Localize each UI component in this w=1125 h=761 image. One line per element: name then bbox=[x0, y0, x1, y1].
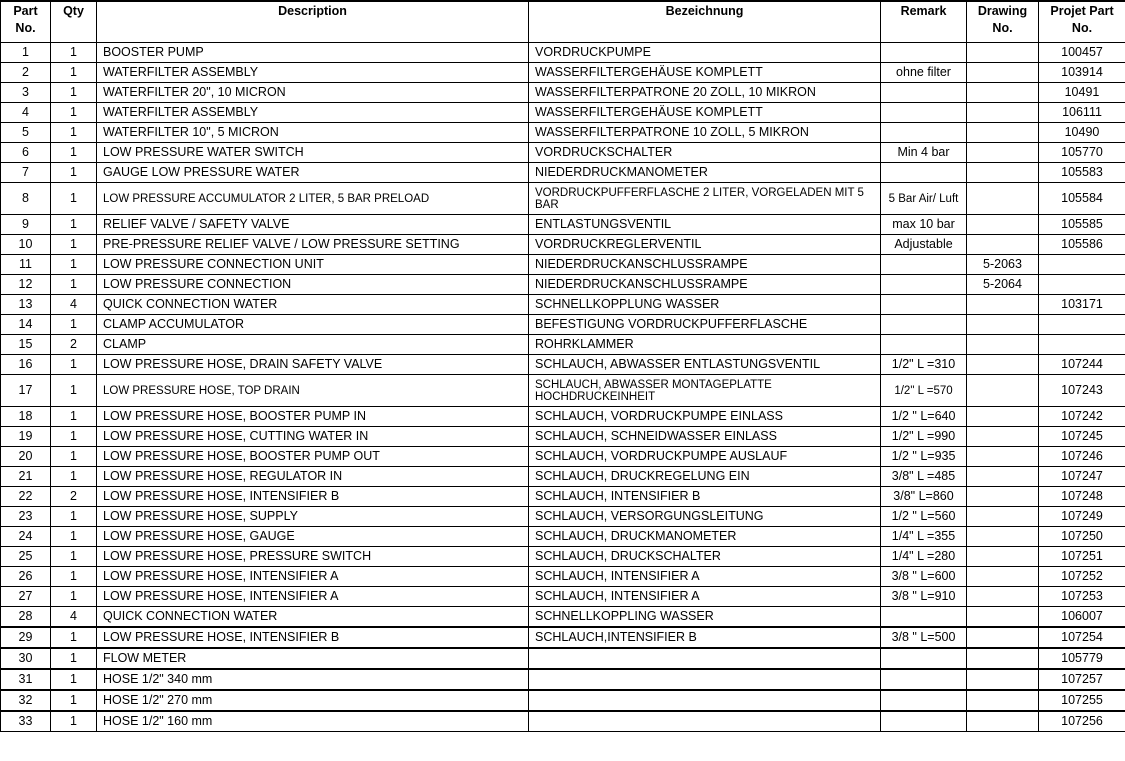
cell-drawing-no bbox=[967, 183, 1039, 215]
cell-remark bbox=[881, 83, 967, 103]
cell-description: LOW PRESSURE HOSE, DRAIN SAFETY VALVE bbox=[97, 355, 529, 375]
cell-remark bbox=[881, 163, 967, 183]
table-row bbox=[1, 467, 1125, 487]
cell-remark bbox=[881, 607, 967, 628]
cell-qty: 1 bbox=[51, 215, 97, 235]
cell-bezeichnung: BEFESTIGUNG VORDRUCKPUFFERFLASCHE bbox=[529, 315, 881, 335]
cell-remark bbox=[881, 295, 967, 315]
cell-part-no: 27 bbox=[1, 587, 51, 607]
cell-qty: 1 bbox=[51, 275, 97, 295]
cell-qty: 1 bbox=[51, 507, 97, 527]
table-row bbox=[1, 63, 1125, 83]
cell-remark: 1/4" L =280 bbox=[881, 547, 967, 567]
cell-description: PRE-PRESSURE RELIEF VALVE / LOW PRESSURE SETTING bbox=[97, 235, 529, 255]
cell-projet-part-no: 106111 bbox=[1039, 103, 1125, 123]
cell-projet-part-no bbox=[1039, 315, 1125, 335]
table-row bbox=[1, 607, 1125, 628]
cell-qty: 1 bbox=[51, 467, 97, 487]
cell-remark bbox=[881, 711, 967, 732]
cell-description: RELIEF VALVE / SAFETY VALVE bbox=[97, 215, 529, 235]
cell-qty: 2 bbox=[51, 487, 97, 507]
cell-drawing-no: 5-2064 bbox=[967, 275, 1039, 295]
table-row bbox=[1, 507, 1125, 527]
table-row bbox=[1, 527, 1125, 547]
cell-bezeichnung: ENTLASTUNGSVENTIL bbox=[529, 215, 881, 235]
cell-projet-part-no: 105584 bbox=[1039, 183, 1125, 215]
cell-projet-part-no: 107244 bbox=[1039, 355, 1125, 375]
cell-projet-part-no: 103914 bbox=[1039, 63, 1125, 83]
cell-bezeichnung: VORDRUCKREGLERVENTIL bbox=[529, 235, 881, 255]
cell-projet-part-no: 10490 bbox=[1039, 123, 1125, 143]
cell-remark: Adjustable bbox=[881, 235, 967, 255]
cell-part-no: 14 bbox=[1, 315, 51, 335]
cell-remark: 1/2 " L=560 bbox=[881, 507, 967, 527]
cell-bezeichnung: ROHRKLAMMER bbox=[529, 335, 881, 355]
cell-qty: 1 bbox=[51, 235, 97, 255]
cell-projet-part-no: 107249 bbox=[1039, 507, 1125, 527]
table-row bbox=[1, 690, 1125, 711]
table-row bbox=[1, 295, 1125, 315]
cell-remark: 1/2 " L=935 bbox=[881, 447, 967, 467]
cell-part-no: 25 bbox=[1, 547, 51, 567]
cell-part-no: 3 bbox=[1, 83, 51, 103]
cell-description: LOW PRESSURE HOSE, REGULATOR IN bbox=[97, 467, 529, 487]
cell-qty: 1 bbox=[51, 587, 97, 607]
cell-description: LOW PRESSURE HOSE, PRESSURE SWITCH bbox=[97, 547, 529, 567]
cell-remark: 3/8 " L=910 bbox=[881, 587, 967, 607]
cell-drawing-no bbox=[967, 547, 1039, 567]
table-row bbox=[1, 487, 1125, 507]
cell-part-no: 9 bbox=[1, 215, 51, 235]
cell-drawing-no bbox=[967, 648, 1039, 669]
cell-projet-part-no: 105770 bbox=[1039, 143, 1125, 163]
cell-projet-part-no: 107255 bbox=[1039, 690, 1125, 711]
table-row bbox=[1, 183, 1125, 215]
cell-remark bbox=[881, 123, 967, 143]
cell-remark: 1/2" L =310 bbox=[881, 355, 967, 375]
cell-part-no: 17 bbox=[1, 375, 51, 407]
cell-part-no: 31 bbox=[1, 669, 51, 690]
cell-part-no: 11 bbox=[1, 255, 51, 275]
cell-remark: 1/2" L =570 bbox=[881, 375, 967, 407]
cell-qty: 1 bbox=[51, 255, 97, 275]
cell-description: LOW PRESSURE HOSE, BOOSTER PUMP IN bbox=[97, 407, 529, 427]
cell-part-no: 12 bbox=[1, 275, 51, 295]
cell-part-no: 21 bbox=[1, 467, 51, 487]
cell-description: HOSE 1/2" 160 mm bbox=[97, 711, 529, 732]
cell-bezeichnung: NIEDERDRUCKANSCHLUSSRAMPE bbox=[529, 255, 881, 275]
cell-drawing-no bbox=[967, 711, 1039, 732]
cell-qty: 1 bbox=[51, 43, 97, 63]
cell-drawing-no bbox=[967, 669, 1039, 690]
cell-remark bbox=[881, 255, 967, 275]
table-row bbox=[1, 711, 1125, 732]
cell-part-no: 28 bbox=[1, 607, 51, 628]
cell-description: LOW PRESSURE HOSE, INTENSIFIER B bbox=[97, 487, 529, 507]
cell-bezeichnung: NIEDERDRUCKMANOMETER bbox=[529, 163, 881, 183]
cell-projet-part-no: 107257 bbox=[1039, 669, 1125, 690]
cell-bezeichnung: WASSERFILTERGEHÄUSE KOMPLETT bbox=[529, 103, 881, 123]
cell-projet-part-no: 107245 bbox=[1039, 427, 1125, 447]
cell-projet-part-no: 107252 bbox=[1039, 567, 1125, 587]
cell-bezeichnung: SCHLAUCH, VERSORGUNGSLEITUNG bbox=[529, 507, 881, 527]
cell-bezeichnung: WASSERFILTERPATRONE 20 ZOLL, 10 MIKRON bbox=[529, 83, 881, 103]
header-drawing-no: Drawing No. bbox=[967, 1, 1039, 43]
cell-remark bbox=[881, 335, 967, 355]
cell-qty: 1 bbox=[51, 648, 97, 669]
cell-bezeichnung: SCHLAUCH, INTENSIFIER B bbox=[529, 487, 881, 507]
cell-drawing-no bbox=[967, 527, 1039, 547]
table-row bbox=[1, 103, 1125, 123]
cell-qty: 1 bbox=[51, 123, 97, 143]
cell-drawing-no bbox=[967, 335, 1039, 355]
cell-projet-part-no: 106007 bbox=[1039, 607, 1125, 628]
cell-remark: 3/8" L =485 bbox=[881, 467, 967, 487]
cell-description: GAUGE LOW PRESSURE WATER bbox=[97, 163, 529, 183]
cell-projet-part-no: 100457 bbox=[1039, 43, 1125, 63]
cell-drawing-no bbox=[967, 507, 1039, 527]
cell-description: LOW PRESSURE WATER SWITCH bbox=[97, 143, 529, 163]
table-row bbox=[1, 315, 1125, 335]
cell-drawing-no bbox=[967, 607, 1039, 628]
cell-description: LOW PRESSURE HOSE, CUTTING WATER IN bbox=[97, 427, 529, 447]
cell-description: LOW PRESSURE HOSE, GAUGE bbox=[97, 527, 529, 547]
table-row bbox=[1, 587, 1125, 607]
cell-qty: 1 bbox=[51, 669, 97, 690]
cell-drawing-no bbox=[967, 467, 1039, 487]
cell-bezeichnung: WASSERFILTERPATRONE 10 ZOLL, 5 MIKRON bbox=[529, 123, 881, 143]
cell-projet-part-no: 107248 bbox=[1039, 487, 1125, 507]
table-row bbox=[1, 163, 1125, 183]
cell-drawing-no bbox=[967, 567, 1039, 587]
cell-description: FLOW METER bbox=[97, 648, 529, 669]
cell-description: LOW PRESSURE ACCUMULATOR 2 LITER, 5 BAR PRELOAD bbox=[97, 183, 529, 215]
cell-remark: max 10 bar bbox=[881, 215, 967, 235]
table-row bbox=[1, 375, 1125, 407]
cell-qty: 1 bbox=[51, 407, 97, 427]
table-row bbox=[1, 355, 1125, 375]
cell-drawing-no bbox=[967, 447, 1039, 467]
cell-qty: 1 bbox=[51, 547, 97, 567]
cell-bezeichnung: NIEDERDRUCKANSCHLUSSRAMPE bbox=[529, 275, 881, 295]
cell-projet-part-no bbox=[1039, 275, 1125, 295]
cell-projet-part-no: 107254 bbox=[1039, 627, 1125, 648]
cell-description: LOW PRESSURE HOSE, INTENSIFIER A bbox=[97, 587, 529, 607]
cell-drawing-no bbox=[967, 295, 1039, 315]
table-row bbox=[1, 143, 1125, 163]
cell-part-no: 10 bbox=[1, 235, 51, 255]
cell-qty: 1 bbox=[51, 567, 97, 587]
cell-bezeichnung: WASSERFILTERGEHÄUSE KOMPLETT bbox=[529, 63, 881, 83]
parts-table-body bbox=[1, 43, 1125, 732]
header-description: Description bbox=[97, 1, 529, 43]
cell-bezeichnung: SCHLAUCH, INTENSIFIER A bbox=[529, 567, 881, 587]
table-row bbox=[1, 255, 1125, 275]
cell-drawing-no bbox=[967, 690, 1039, 711]
cell-description: LOW PRESSURE HOSE, INTENSIFIER B bbox=[97, 627, 529, 648]
cell-projet-part-no: 107253 bbox=[1039, 587, 1125, 607]
cell-qty: 1 bbox=[51, 690, 97, 711]
cell-description: CLAMP bbox=[97, 335, 529, 355]
cell-description: WATERFILTER 10", 5 MICRON bbox=[97, 123, 529, 143]
cell-qty: 1 bbox=[51, 375, 97, 407]
cell-bezeichnung: SCHLAUCH, ABWASSER MONTAGEPLATTE HOCHDRUCKEINHEIT bbox=[529, 375, 881, 407]
cell-qty: 1 bbox=[51, 183, 97, 215]
table-row bbox=[1, 447, 1125, 467]
cell-bezeichnung bbox=[529, 690, 881, 711]
cell-part-no: 23 bbox=[1, 507, 51, 527]
cell-remark bbox=[881, 648, 967, 669]
table-row bbox=[1, 215, 1125, 235]
cell-drawing-no: 5-2063 bbox=[967, 255, 1039, 275]
cell-part-no: 16 bbox=[1, 355, 51, 375]
cell-description: LOW PRESSURE CONNECTION UNIT bbox=[97, 255, 529, 275]
cell-drawing-no bbox=[967, 123, 1039, 143]
cell-description: WATERFILTER ASSEMBLY bbox=[97, 103, 529, 123]
cell-qty: 1 bbox=[51, 427, 97, 447]
cell-drawing-no bbox=[967, 427, 1039, 447]
cell-remark bbox=[881, 669, 967, 690]
cell-bezeichnung bbox=[529, 648, 881, 669]
cell-description: HOSE 1/2" 340 mm bbox=[97, 669, 529, 690]
cell-projet-part-no: 107256 bbox=[1039, 711, 1125, 732]
cell-drawing-no bbox=[967, 375, 1039, 407]
cell-remark: 3/8 " L=500 bbox=[881, 627, 967, 648]
cell-bezeichnung: SCHLAUCH, VORDRUCKPUMPE EINLASS bbox=[529, 407, 881, 427]
cell-bezeichnung: SCHLAUCH, SCHNEIDWASSER EINLASS bbox=[529, 427, 881, 447]
cell-drawing-no bbox=[967, 215, 1039, 235]
cell-part-no: 32 bbox=[1, 690, 51, 711]
cell-projet-part-no: 105586 bbox=[1039, 235, 1125, 255]
cell-bezeichnung: SCHLAUCH,INTENSIFIER B bbox=[529, 627, 881, 648]
header-qty: Qty bbox=[51, 1, 97, 43]
cell-bezeichnung: VORDRUCKPUMPE bbox=[529, 43, 881, 63]
cell-projet-part-no: 107242 bbox=[1039, 407, 1125, 427]
table-row bbox=[1, 407, 1125, 427]
cell-part-no: 6 bbox=[1, 143, 51, 163]
cell-description: WATERFILTER 20", 10 MICRON bbox=[97, 83, 529, 103]
table-row bbox=[1, 627, 1125, 648]
cell-description: LOW PRESSURE HOSE, INTENSIFIER A bbox=[97, 567, 529, 587]
cell-description: LOW PRESSURE CONNECTION bbox=[97, 275, 529, 295]
cell-qty: 4 bbox=[51, 295, 97, 315]
header-projet-part-no: Projet Part No. bbox=[1039, 1, 1125, 43]
cell-drawing-no bbox=[967, 627, 1039, 648]
cell-projet-part-no: 107250 bbox=[1039, 527, 1125, 547]
header-bezeichnung: Bezeichnung bbox=[529, 1, 881, 43]
cell-qty: 1 bbox=[51, 315, 97, 335]
cell-qty: 1 bbox=[51, 83, 97, 103]
table-row bbox=[1, 335, 1125, 355]
cell-qty: 1 bbox=[51, 355, 97, 375]
cell-description: QUICK CONNECTION WATER bbox=[97, 607, 529, 628]
cell-part-no: 15 bbox=[1, 335, 51, 355]
cell-description: HOSE 1/2" 270 mm bbox=[97, 690, 529, 711]
cell-part-no: 29 bbox=[1, 627, 51, 648]
header-remark: Remark bbox=[881, 1, 967, 43]
cell-bezeichnung: VORDRUCKSCHALTER bbox=[529, 143, 881, 163]
cell-remark: 5 Bar Air/ Luft bbox=[881, 183, 967, 215]
cell-qty: 1 bbox=[51, 447, 97, 467]
cell-projet-part-no: 105585 bbox=[1039, 215, 1125, 235]
cell-bezeichnung: SCHLAUCH, VORDRUCKPUMPE AUSLAUF bbox=[529, 447, 881, 467]
cell-projet-part-no: 103171 bbox=[1039, 295, 1125, 315]
cell-bezeichnung: SCHNELLKOPPLING WASSER bbox=[529, 607, 881, 628]
cell-qty: 1 bbox=[51, 527, 97, 547]
cell-qty: 1 bbox=[51, 103, 97, 123]
cell-description: LOW PRESSURE HOSE, TOP DRAIN bbox=[97, 375, 529, 407]
cell-remark: ohne filter bbox=[881, 63, 967, 83]
cell-projet-part-no: 107246 bbox=[1039, 447, 1125, 467]
cell-projet-part-no: 105779 bbox=[1039, 648, 1125, 669]
cell-drawing-no bbox=[967, 43, 1039, 63]
cell-part-no: 33 bbox=[1, 711, 51, 732]
cell-part-no: 1 bbox=[1, 43, 51, 63]
cell-description: LOW PRESSURE HOSE, SUPPLY bbox=[97, 507, 529, 527]
cell-part-no: 4 bbox=[1, 103, 51, 123]
cell-remark bbox=[881, 690, 967, 711]
cell-part-no: 2 bbox=[1, 63, 51, 83]
table-row bbox=[1, 648, 1125, 669]
cell-part-no: 8 bbox=[1, 183, 51, 215]
cell-drawing-no bbox=[967, 63, 1039, 83]
cell-description: BOOSTER PUMP bbox=[97, 43, 529, 63]
cell-remark bbox=[881, 103, 967, 123]
cell-qty: 1 bbox=[51, 627, 97, 648]
cell-description: CLAMP ACCUMULATOR bbox=[97, 315, 529, 335]
cell-part-no: 22 bbox=[1, 487, 51, 507]
table-row bbox=[1, 235, 1125, 255]
cell-drawing-no bbox=[967, 103, 1039, 123]
cell-qty: 1 bbox=[51, 163, 97, 183]
table-row bbox=[1, 123, 1125, 143]
header-part-no: Part No. bbox=[1, 1, 51, 43]
cell-projet-part-no: 105583 bbox=[1039, 163, 1125, 183]
cell-bezeichnung: SCHLAUCH, DRUCKSCHALTER bbox=[529, 547, 881, 567]
cell-drawing-no bbox=[967, 407, 1039, 427]
cell-part-no: 7 bbox=[1, 163, 51, 183]
cell-bezeichnung: SCHNELLKOPPLUNG WASSER bbox=[529, 295, 881, 315]
cell-bezeichnung: SCHLAUCH, DRUCKMANOMETER bbox=[529, 527, 881, 547]
table-header-row bbox=[1, 1, 1125, 43]
cell-part-no: 5 bbox=[1, 123, 51, 143]
cell-drawing-no bbox=[967, 587, 1039, 607]
cell-description: LOW PRESSURE HOSE, BOOSTER PUMP OUT bbox=[97, 447, 529, 467]
table-row bbox=[1, 427, 1125, 447]
cell-qty: 1 bbox=[51, 711, 97, 732]
cell-part-no: 30 bbox=[1, 648, 51, 669]
cell-part-no: 20 bbox=[1, 447, 51, 467]
cell-drawing-no bbox=[967, 143, 1039, 163]
cell-bezeichnung bbox=[529, 711, 881, 732]
cell-remark: 3/8" L=860 bbox=[881, 487, 967, 507]
cell-drawing-no bbox=[967, 163, 1039, 183]
cell-bezeichnung: SCHLAUCH, DRUCKREGELUNG EIN bbox=[529, 467, 881, 487]
cell-part-no: 24 bbox=[1, 527, 51, 547]
table-row bbox=[1, 547, 1125, 567]
cell-description: WATERFILTER ASSEMBLY bbox=[97, 63, 529, 83]
cell-remark: 3/8 " L=600 bbox=[881, 567, 967, 587]
cell-bezeichnung bbox=[529, 669, 881, 690]
cell-part-no: 19 bbox=[1, 427, 51, 447]
table-row bbox=[1, 43, 1125, 63]
cell-projet-part-no bbox=[1039, 335, 1125, 355]
cell-remark bbox=[881, 315, 967, 335]
cell-qty: 1 bbox=[51, 143, 97, 163]
cell-qty: 1 bbox=[51, 63, 97, 83]
cell-drawing-no bbox=[967, 355, 1039, 375]
cell-remark: 1/4" L =355 bbox=[881, 527, 967, 547]
cell-remark: Min 4 bar bbox=[881, 143, 967, 163]
table-row bbox=[1, 567, 1125, 587]
cell-remark: 1/2" L =990 bbox=[881, 427, 967, 447]
cell-bezeichnung: VORDRUCKPUFFERFLASCHE 2 LITER, VORGELADEN MIT 5 BAR bbox=[529, 183, 881, 215]
cell-remark bbox=[881, 43, 967, 63]
cell-projet-part-no: 107247 bbox=[1039, 467, 1125, 487]
table-row bbox=[1, 275, 1125, 295]
cell-remark bbox=[881, 275, 967, 295]
cell-bezeichnung: SCHLAUCH, ABWASSER ENTLASTUNGSVENTIL bbox=[529, 355, 881, 375]
table-row bbox=[1, 83, 1125, 103]
cell-projet-part-no bbox=[1039, 255, 1125, 275]
cell-remark: 1/2 " L=640 bbox=[881, 407, 967, 427]
cell-drawing-no bbox=[967, 235, 1039, 255]
cell-drawing-no bbox=[967, 315, 1039, 335]
cell-qty: 2 bbox=[51, 335, 97, 355]
cell-projet-part-no: 107251 bbox=[1039, 547, 1125, 567]
cell-projet-part-no: 107243 bbox=[1039, 375, 1125, 407]
cell-part-no: 13 bbox=[1, 295, 51, 315]
cell-drawing-no bbox=[967, 487, 1039, 507]
cell-description: QUICK CONNECTION WATER bbox=[97, 295, 529, 315]
table-row bbox=[1, 669, 1125, 690]
cell-bezeichnung: SCHLAUCH, INTENSIFIER A bbox=[529, 587, 881, 607]
cell-drawing-no bbox=[967, 83, 1039, 103]
cell-part-no: 18 bbox=[1, 407, 51, 427]
cell-qty: 4 bbox=[51, 607, 97, 628]
cell-part-no: 26 bbox=[1, 567, 51, 587]
cell-projet-part-no: 10491 bbox=[1039, 83, 1125, 103]
